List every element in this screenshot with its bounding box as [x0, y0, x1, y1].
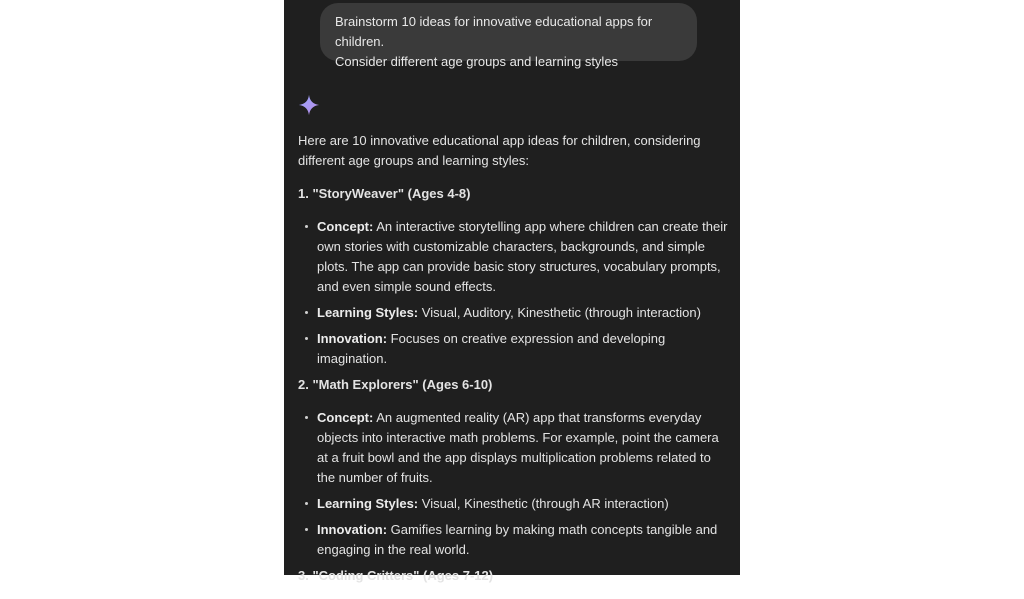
intro-line-1: Here are 10 innovative educational app ideas for children, considering — [298, 133, 701, 148]
idea-2-learning-styles — [298, 494, 730, 514]
innovation-text: Gamifies learning by making math concepts tangible and engaging in the real world. — [317, 522, 718, 557]
innovation-label: Innovation: — [317, 331, 388, 346]
innovation-text: Focuses on creative expression and developing imagination. — [317, 331, 666, 366]
user-message-line-1: Brainstorm 10 ideas for innovative educational apps for children. — [335, 14, 653, 49]
gemini-spark-icon — [298, 94, 320, 116]
learning-styles-text: Visual, Kinesthetic (through AR interaction) — [418, 496, 669, 511]
idea-1-details — [298, 217, 730, 369]
idea-heading-3: 3. "Coding Critters" (Ages 7-12) — [298, 568, 494, 583]
assistant-response — [298, 131, 730, 599]
idea-2-innovation — [298, 520, 730, 560]
intro-line-2: different age groups and learning styles: — [298, 153, 530, 168]
user-message-bubble — [320, 3, 697, 69]
user-message-line-2: Consider different age groups and learning styles — [335, 54, 619, 69]
idea-2-details — [298, 408, 730, 560]
concept-label: Concept: — [317, 219, 374, 234]
learning-styles-label: Learning Styles: — [317, 496, 419, 511]
learning-styles-label: Learning Styles: — [317, 305, 419, 320]
idea-1-learning-styles — [298, 303, 730, 323]
concept-text: An interactive storytelling app where children can create their own stories with customizable characters, backgrounds, and simple plots. The app can provide basic story structures, vocabulary prompts, and even simple sound effects. — [317, 219, 728, 294]
concept-text: An augmented reality (AR) app that transforms everyday objects into interactive math problems. For example, point the camera at a fruit bowl and the app displays multiplication problems related to the number of fruits. — [317, 410, 719, 485]
innovation-label: Innovation: — [317, 522, 388, 537]
response-intro — [298, 131, 730, 171]
idea-heading-1: 1. "StoryWeaver" (Ages 4-8) — [298, 186, 471, 201]
chat-panel — [284, 0, 740, 583]
learning-styles-text: Visual, Auditory, Kinesthetic (through interaction) — [418, 305, 701, 320]
concept-label: Concept: — [317, 410, 374, 425]
idea-1-innovation — [298, 329, 730, 369]
idea-heading-2: 2. "Math Explorers" (Ages 6-10) — [298, 377, 493, 392]
idea-2-concept — [298, 408, 730, 488]
idea-1-concept — [298, 217, 730, 297]
